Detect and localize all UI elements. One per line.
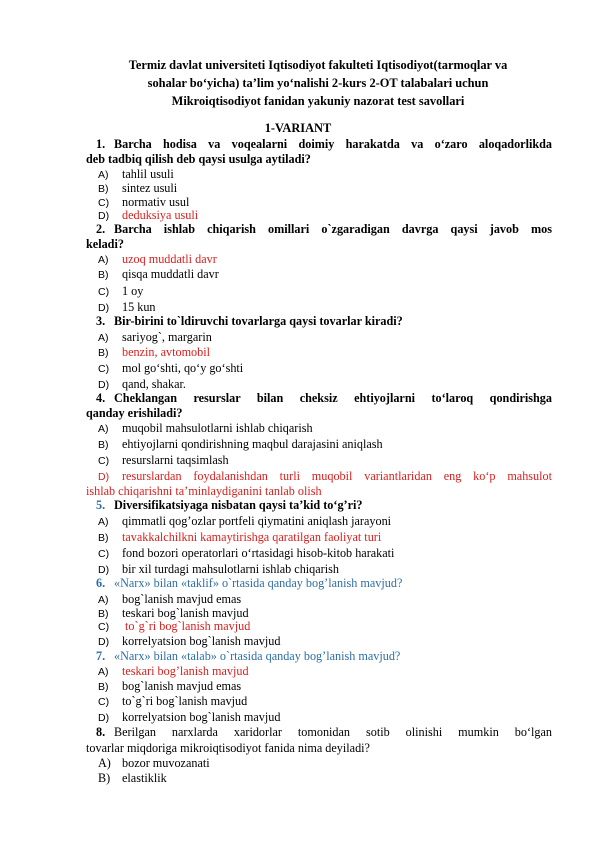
- option-text: bog`lanish mavjud emas: [122, 592, 242, 606]
- question-text: «Narx» bilan «talab» o`rtasida qanday bog’lanish mavjud?: [114, 649, 401, 663]
- document-title: [86, 56, 550, 110]
- option-label: D): [98, 302, 110, 314]
- option-text: qand, shakar.: [122, 377, 186, 391]
- option-c: [98, 694, 247, 709]
- option-label: A): [98, 666, 109, 678]
- option-label: C): [98, 696, 110, 708]
- option-text-correct: benzin, avtomobil: [122, 345, 211, 359]
- option-label: B): [98, 608, 109, 620]
- option-text: sintez usuli: [122, 181, 178, 195]
- option-a: [98, 664, 249, 679]
- question-number: 1.: [96, 137, 106, 151]
- option-b: [98, 181, 177, 196]
- option-text-correct: teskari bog’lanish mavjud: [122, 664, 249, 678]
- option-a: [98, 252, 217, 267]
- question-text: Bir-birini to`ldiruvchi tovarlarga qaysi tovarlar kiradi?: [114, 314, 403, 328]
- option-a: [98, 167, 174, 182]
- option-b: [98, 771, 167, 785]
- option-a: [98, 756, 210, 770]
- option-c: [98, 453, 229, 468]
- option-a: [98, 330, 212, 345]
- option-label: A): [98, 254, 109, 266]
- question-text-cont: tovarlar miqdoriga mikroiqtisodiyot fanida nima deyiladi?: [86, 741, 370, 755]
- option-label: D): [98, 712, 110, 724]
- option-label: A): [98, 423, 109, 435]
- question-number: 4.: [96, 391, 106, 405]
- question-number: 7.: [96, 649, 106, 663]
- option-text: fond bozori operatorlari o‘rtasidagi hisob-kitob harakati: [122, 546, 395, 560]
- option-b: [98, 530, 381, 545]
- option-text-correct: resurslardan foydalanishdan turli muqobil variantlaridan eng ko‘p mahsulot: [122, 469, 552, 483]
- option-d: [98, 377, 186, 392]
- question-text-cont: keladi?: [86, 237, 124, 251]
- option-text: sariyog`, margarin: [122, 330, 212, 344]
- option-label: D): [98, 564, 110, 576]
- option-text-correct: tavakkalchilkni kamaytirishga qaratilgan faoliyat turi: [122, 530, 382, 544]
- question-number: 5.: [96, 498, 106, 512]
- option-b: [98, 437, 383, 452]
- option-d: [98, 710, 280, 725]
- question-text-cont: qanday erishiladi?: [86, 406, 183, 420]
- question-text: Barcha ishlab chiqarish omillari o`zgaradigan davrga qaysi javob mos: [114, 222, 552, 236]
- question-4: [86, 391, 552, 405]
- question-number: 6.: [96, 576, 106, 590]
- option-label: B): [98, 681, 109, 693]
- option-label: C): [98, 455, 110, 467]
- option-label: D): [98, 210, 110, 222]
- option-d: [98, 634, 280, 649]
- option-text: ehtiyojlarni qondirishning maqbul darajasini aniqlash: [122, 437, 383, 451]
- option-c: [98, 619, 250, 634]
- option-text: 1 oy: [122, 284, 144, 298]
- option-text: muqobil mahsulotlarni ishlab chiqarish: [122, 421, 313, 435]
- question-8: [86, 725, 552, 739]
- option-text: korrelyatsion bog`lanish mavjud: [122, 634, 281, 648]
- question-text: Diversifikatsiyaga nisbatan qaysi ta’kid to‘g’ri?: [114, 498, 363, 512]
- option-text-correct: deduksiya usuli: [122, 208, 199, 222]
- option-label: A): [98, 516, 109, 528]
- option-label: C): [98, 621, 110, 633]
- option-text-cont: ishlab chiqarishni ta’minlaydiganini tanlab olish: [86, 484, 322, 498]
- option-text-correct: uzoq muddatli davr: [122, 252, 217, 266]
- option-label: B): [98, 183, 109, 195]
- question-2: [86, 222, 552, 236]
- question-5: [86, 498, 552, 512]
- option-a: [98, 514, 391, 529]
- option-label: D): [98, 379, 110, 391]
- question-6: [86, 576, 552, 590]
- option-label: B): [98, 269, 109, 281]
- option-label: C): [98, 197, 110, 209]
- option-text: tahlil usuli: [122, 167, 174, 181]
- option-label: A): [98, 169, 109, 181]
- option-label: C): [98, 548, 110, 560]
- option-label: A): [98, 332, 109, 344]
- option-a: [98, 592, 241, 607]
- option-text: qisqa muddatli davr: [122, 267, 219, 281]
- option-d: [98, 300, 156, 315]
- option-text: 15 kun: [122, 300, 156, 314]
- title-line: sohalar bo‘yicha) ta’lim yo‘nalishi 2-kurs 2-OT talabalari uchun: [147, 76, 489, 90]
- question-text: Barcha hodisa va voqealarni doimiy harakatda va o‘zaro aloqadorlikda: [114, 137, 552, 151]
- option-text: mol go‘shti, qo‘y go‘shti: [122, 361, 244, 375]
- option-text: elastiklik: [122, 771, 167, 785]
- question-text: Cheklangan resurslar bilan cheksiz ehtiyojlarni to‘laroq qondirishga: [114, 391, 552, 405]
- option-label: B): [98, 439, 109, 451]
- question-text: Berilgan narxlarda xaridorlar tomonidan sotib olinishi mumkin bo‘lgan: [114, 725, 552, 739]
- title-line: Termiz davlat universiteti Iqtisodiyot fakulteti Iqtisodiyot(tarmoqlar va: [128, 58, 508, 72]
- title-line: Mikroiqtisodiyot fanidan yakuniy nazorat test savollari: [171, 94, 465, 108]
- question-3: [86, 314, 552, 328]
- option-d: [98, 469, 552, 484]
- question-number: 3.: [96, 314, 106, 328]
- variant-heading: 1-VARIANT: [264, 121, 332, 135]
- option-text: qimmatli qog’ozlar portfeli qiymatini aniqlash jarayoni: [122, 514, 392, 528]
- question-number: 2.: [96, 222, 106, 236]
- question-number: 8.: [96, 725, 106, 739]
- option-text-correct: to`g`ri bog`lanish mavjud: [122, 619, 251, 633]
- option-c: [98, 546, 394, 561]
- option-text: bozor muvozanati: [122, 756, 210, 770]
- option-label: C): [98, 286, 110, 298]
- option-a: [98, 421, 313, 436]
- option-label: D): [98, 471, 110, 483]
- option-text: to`g`ri bog`lanish mavjud: [122, 694, 248, 708]
- option-text: bog`lanish mavjud emas: [122, 679, 242, 693]
- question-7: [86, 649, 552, 663]
- option-text: korrelyatsion bog`lanish mavjud: [122, 710, 281, 724]
- option-label: A): [98, 594, 109, 606]
- option-b: [98, 267, 219, 282]
- question-1: [86, 137, 552, 151]
- option-label: A): [98, 756, 111, 770]
- option-label: B): [98, 771, 111, 785]
- option-text: resurslarni taqsimlash: [122, 453, 229, 467]
- option-text: normativ usul: [122, 195, 190, 209]
- option-text: teskari bog`lanish mavjud: [122, 606, 249, 620]
- option-b: [98, 345, 210, 360]
- option-c: [98, 361, 243, 376]
- option-c: [98, 284, 143, 299]
- option-label: B): [98, 532, 109, 544]
- option-text: bir xil turdagi mahsulotlarni ishlab chiqarish: [122, 562, 339, 576]
- option-label: C): [98, 363, 110, 375]
- question-text-cont: deb tadbiq qilish deb qaysi usulga aytiladi?: [86, 152, 311, 166]
- option-label: D): [98, 636, 110, 648]
- option-d: [98, 208, 198, 223]
- option-label: B): [98, 347, 109, 359]
- option-b: [98, 679, 241, 694]
- question-text: «Narx» bilan «taklif» o`rtasida qanday bog’lanish mavjud?: [114, 576, 403, 590]
- option-d: [98, 562, 339, 577]
